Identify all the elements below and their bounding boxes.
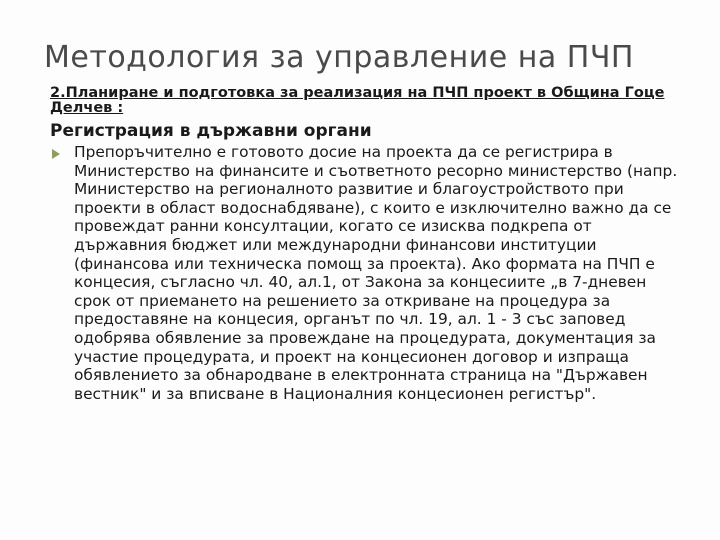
triangle-bullet-icon [52,149,60,159]
section-heading: Регистрация в държавни органи [50,121,372,141]
slide-title: Методология за управление на ПЧП [44,40,634,75]
slide-subheading: 2.Планиране и подготовка за реализация на ПЧП проект в Община Гоце Делчев : [50,85,665,116]
bullet-text: Препоръчително е готовото досие на проекта да се регистрира в Министерство на финансите и съответното ресорно министерство (напр. Министерство на регионалното развитие и благоустройството при проекти в област водоснабдяване), с които е изключително важно да се провеждат ранни консултации, когато се изисква подкрепа от държавния бюджет или международни финансови институции (финансова или техническа помощ за проекта). Ако формата на ПЧП е концесия, съгласно чл. 40, ал.1, от Закона за концесиите „в 7-дневен срок от приемането на решението за откриване на процедура за предоставяне на концесия, органът по чл. 19, ал. 1 - 3 със заповед одобрява обявление за провеждане на процедурата, документация за участие процедурата, и проект на концесионен договор и изпраща обявлението за обнародване в електронната страница на "Държавен вестник" и за вписване в Националния концесионен регистър". [74,143,678,403]
